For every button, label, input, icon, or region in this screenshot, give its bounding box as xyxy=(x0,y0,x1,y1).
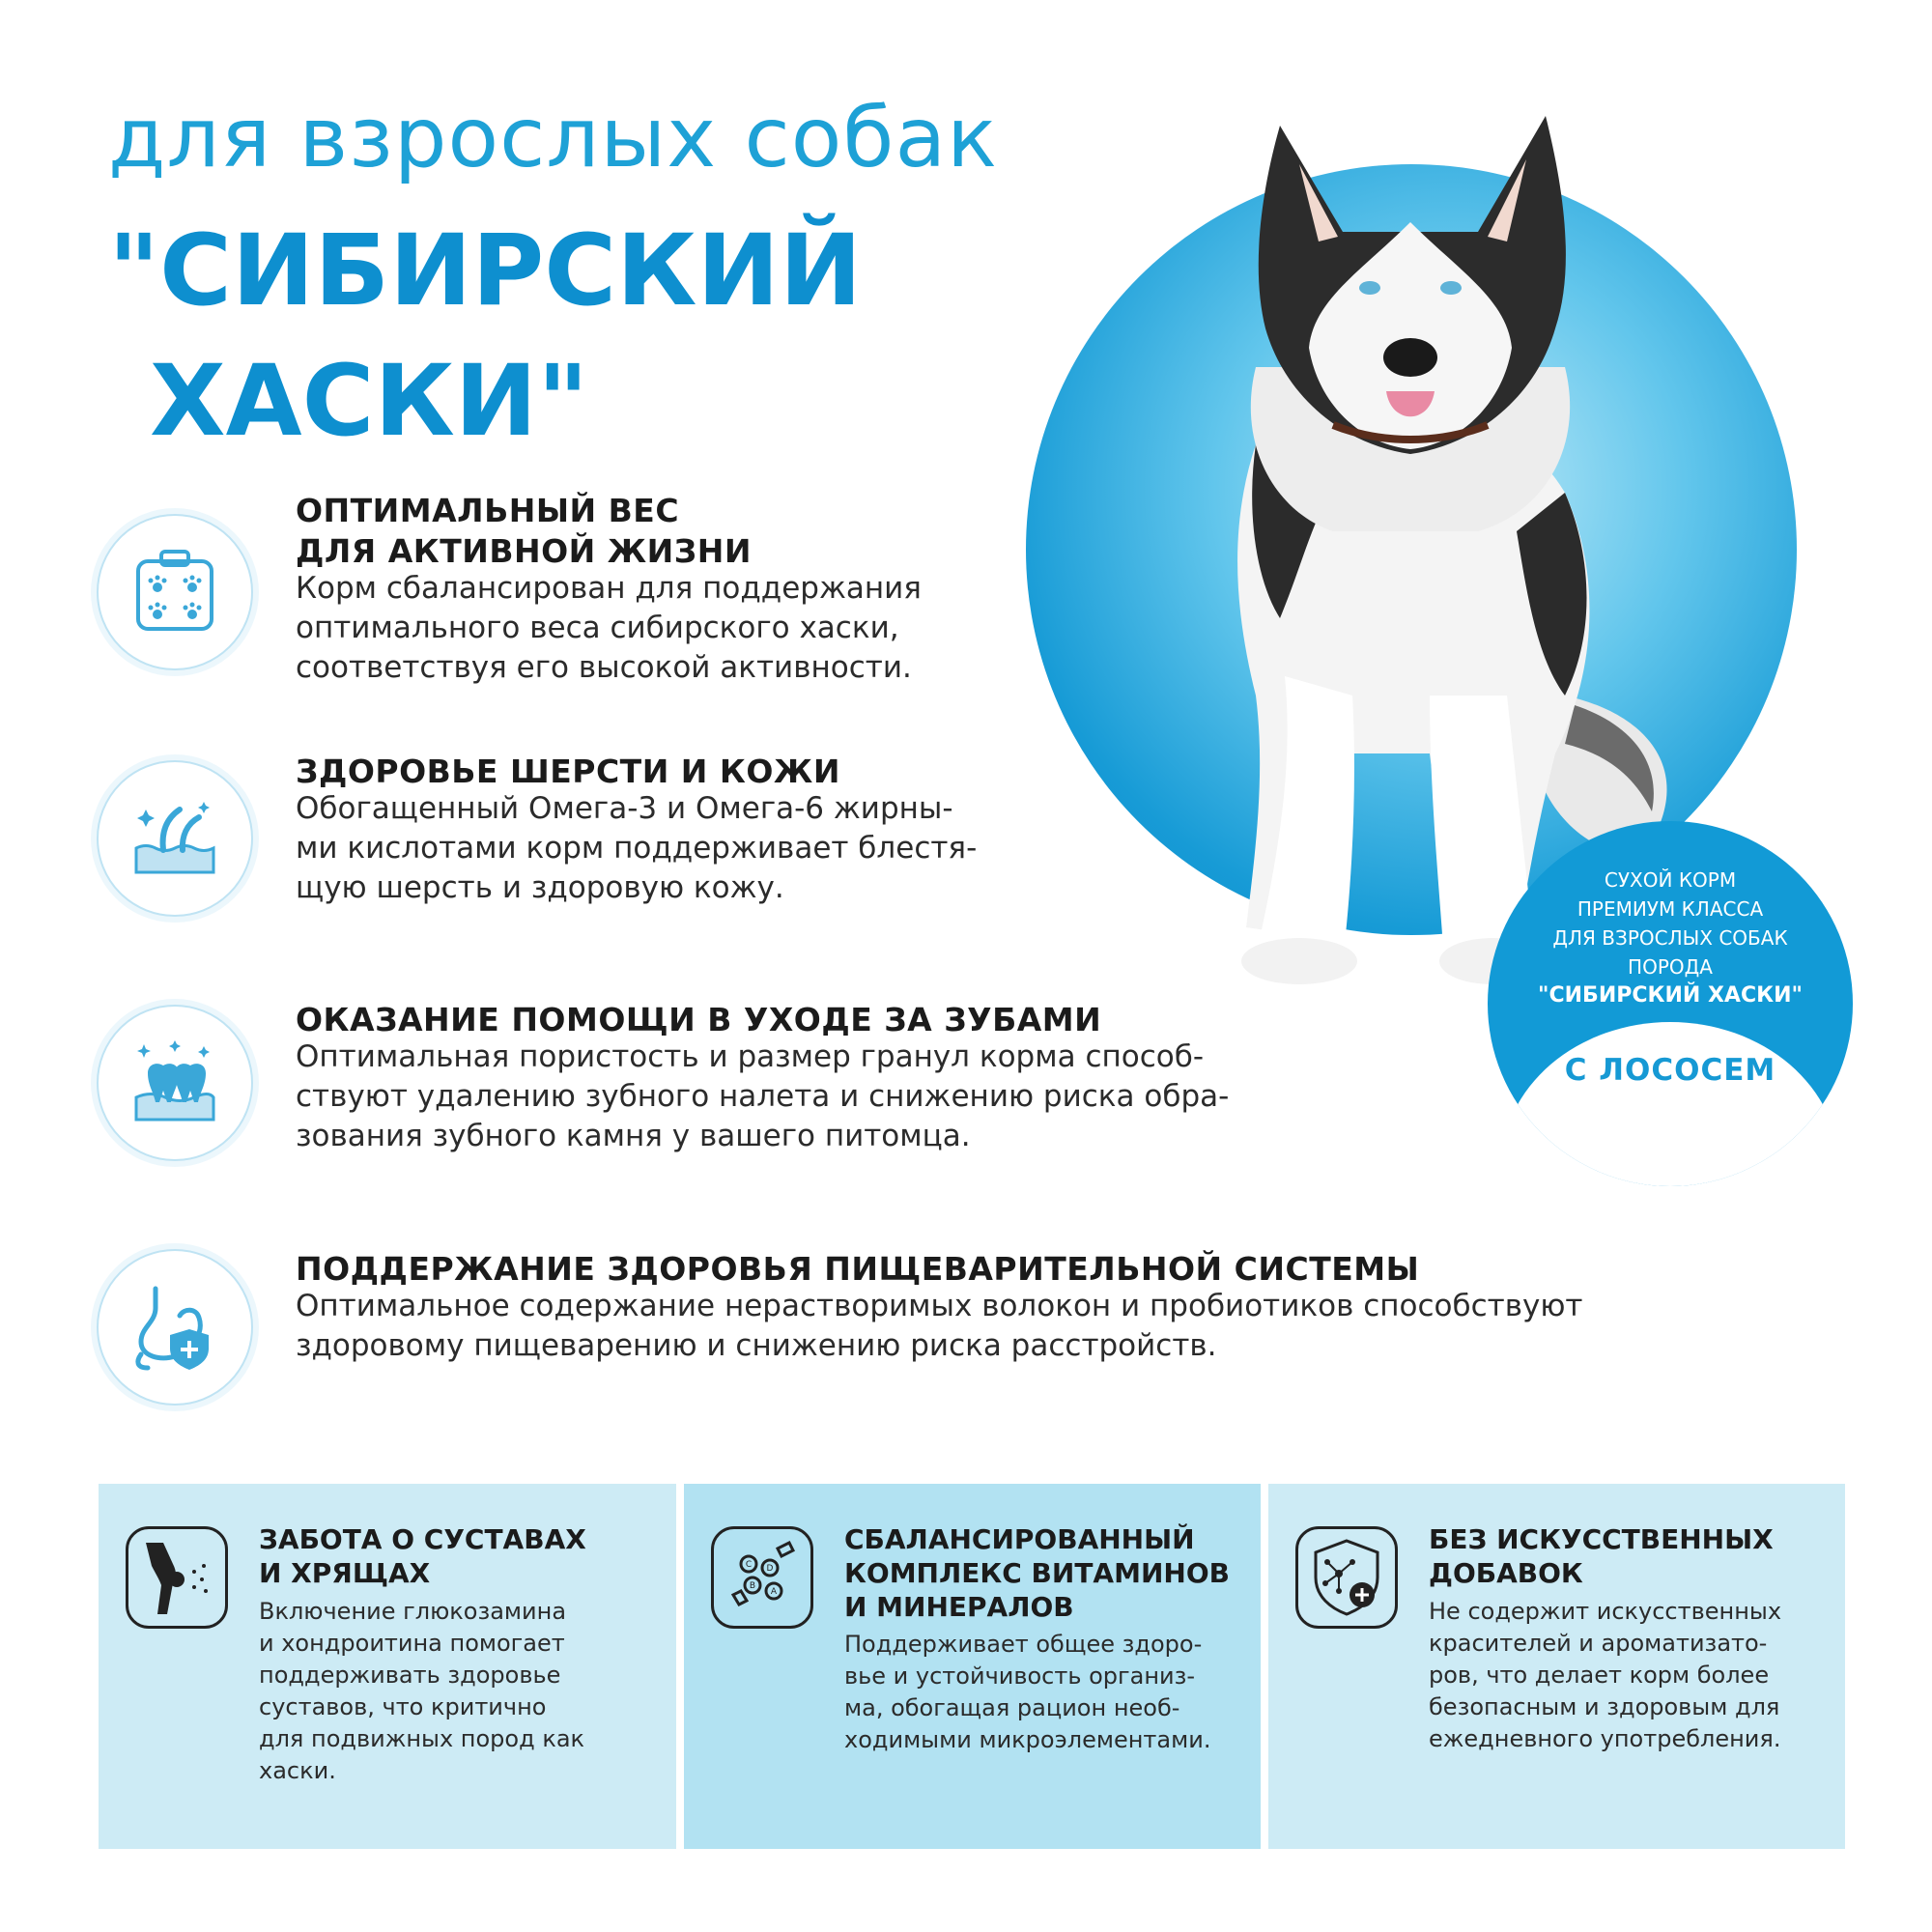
title-heading-line-1: "СИБИРСКИЙ xyxy=(108,213,863,328)
panel-title-line: ДОБАВОК xyxy=(1429,1557,1583,1589)
product-badge xyxy=(1488,821,1853,1186)
feature-text-line: Корм сбалансирован для поддержания xyxy=(296,571,922,606)
feature-text-line: зования зубного камня у вашего питомца. xyxy=(296,1119,971,1153)
feature-text xyxy=(296,1287,1582,1366)
panel-text-line: Включение глюкозамина xyxy=(259,1598,567,1625)
badge-breed: "СИБИРСКИЙ ХАСКИ" xyxy=(1538,983,1803,1008)
panel-title xyxy=(259,1522,586,1590)
badge-text xyxy=(1488,866,1853,1010)
panel-text xyxy=(844,1629,1210,1756)
panel-text-line: красителей и ароматизато- xyxy=(1429,1630,1768,1657)
panel-text xyxy=(259,1596,584,1787)
panel-text-line: ма, обогащая рацион необ- xyxy=(844,1694,1180,1721)
feature-text xyxy=(296,1037,1229,1156)
svg-text:B: B xyxy=(749,1581,756,1591)
badge-line: СУХОЙ КОРМ xyxy=(1604,868,1737,892)
svg-text:A: A xyxy=(770,1587,778,1597)
feature-title-line: ОПТИМАЛЬНЫЙ ВЕС xyxy=(296,492,680,529)
teeth-icon xyxy=(97,1005,253,1161)
panel-title xyxy=(844,1522,1230,1624)
panel-title-line: СБАЛАНСИРОВАННЫЙ xyxy=(844,1523,1195,1555)
panel-text xyxy=(1429,1596,1781,1755)
feature-text-line: щую шерсть и здоровую кожу. xyxy=(296,870,784,905)
feature-title: ЗДОРОВЬЕ ШЕРСТИ И КОЖИ xyxy=(296,753,840,790)
skin-hair-icon xyxy=(97,760,253,917)
panel-text-line: хаски. xyxy=(259,1757,336,1784)
panel-joints xyxy=(99,1484,676,1849)
shield-molecule-icon xyxy=(1295,1526,1398,1629)
panel-title-line: И ХРЯЩАХ xyxy=(259,1557,431,1589)
panel-title-line: ЗАБОТА О СУСТАВАХ xyxy=(259,1523,586,1555)
panel-title-line: И МИНЕРАЛОВ xyxy=(844,1591,1074,1623)
feature-text-line: здоровому пищеварению и снижению риска расстройств. xyxy=(296,1328,1217,1363)
panel-text-line: для подвижных пород как xyxy=(259,1725,585,1752)
feature-title-line: ДЛЯ АКТИВНОЙ ЖИЗНИ xyxy=(296,532,752,570)
feature-text-line: ми кислотами корм поддерживает блестя- xyxy=(296,831,978,866)
badge-line: ПОРОДА xyxy=(1628,955,1713,979)
feature-title xyxy=(296,491,752,572)
badge-line: ПРЕМИУМ КЛАССА xyxy=(1577,897,1764,921)
scale-paws-icon xyxy=(97,514,253,670)
stomach-shield-icon xyxy=(97,1249,253,1406)
panel-no-additives xyxy=(1268,1484,1845,1849)
feature-title: ПОДДЕРЖАНИЕ ЗДОРОВЬЯ ПИЩЕВАРИТЕЛЬНОЙ СИСТЕМЫ xyxy=(296,1250,1420,1288)
feature-text-line: Оптимальное содержание нерастворимых волокон и пробиотиков способствуют xyxy=(296,1289,1583,1323)
subtitle-heading: для взрослых собак xyxy=(108,90,999,186)
vitamins-icon xyxy=(711,1526,813,1629)
feature-text-line: ствуют удалению зубного налета и снижению риска обра- xyxy=(296,1079,1230,1114)
panel-title-line: БЕЗ ИСКУССТВЕННЫХ xyxy=(1429,1523,1774,1555)
joint-icon xyxy=(126,1526,228,1629)
feature-text-line: Оптимальная пористость и размер гранул корма способ- xyxy=(296,1039,1205,1074)
badge-flavor-area xyxy=(1501,1022,1839,1186)
panel-text-line: безопасным и здоровым для xyxy=(1429,1693,1780,1720)
feature-text-line: оптимального веса сибирского хаски, xyxy=(296,611,899,645)
feature-title: ОКАЗАНИЕ ПОМОЩИ В УХОДЕ ЗА ЗУБАМИ xyxy=(296,1001,1102,1038)
panel-text-line: поддерживать здоровье xyxy=(259,1662,561,1689)
badge-flavor: С ЛОСОСЕМ xyxy=(1564,1053,1776,1088)
panel-title xyxy=(1429,1522,1774,1590)
feature-text xyxy=(296,789,977,908)
panel-text-line: ходимыми микроэлементами. xyxy=(844,1726,1211,1753)
panel-text-line: суставов, что критично xyxy=(259,1693,547,1720)
panel-text-line: вье и устойчивость организ- xyxy=(844,1662,1196,1690)
panel-text-line: Поддерживает общее здоро- xyxy=(844,1631,1203,1658)
svg-text:C: C xyxy=(745,1560,753,1570)
panel-title-line: КОМПЛЕКС ВИТАМИНОВ xyxy=(844,1557,1230,1589)
feature-text xyxy=(296,569,922,688)
panel-text-line: ров, что делает корм более xyxy=(1429,1662,1770,1689)
panel-text-line: и хондроитина помогает xyxy=(259,1630,565,1657)
badge-line: ДЛЯ ВЗРОСЛЫХ СОБАК xyxy=(1552,926,1788,950)
feature-text-line: соответствуя его высокой активности. xyxy=(296,650,912,685)
feature-text-line: Обогащенный Омега-3 и Омега-6 жирны- xyxy=(296,791,953,826)
panel-vitamins xyxy=(684,1484,1261,1849)
title-heading-line-2: ХАСКИ" xyxy=(150,344,589,459)
panel-text-line: ежедневного употребления. xyxy=(1429,1725,1781,1752)
panel-text-line: Не содержит искусственных xyxy=(1429,1598,1782,1625)
svg-text:D: D xyxy=(766,1564,774,1574)
